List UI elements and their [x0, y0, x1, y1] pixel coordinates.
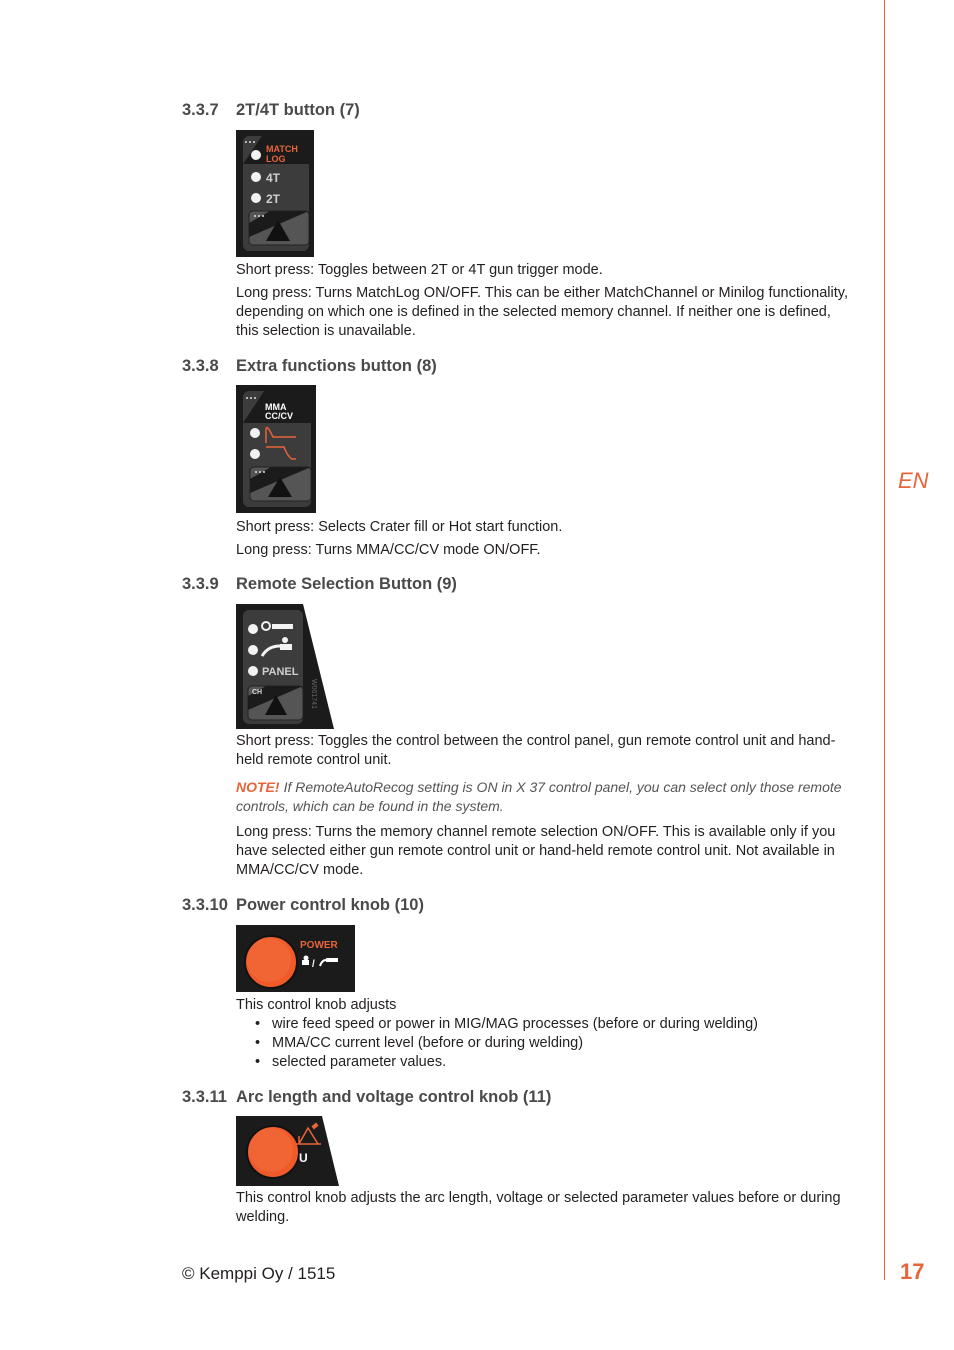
- margin-rule: [884, 0, 885, 1280]
- s11-text: This control knob adjusts the arc length, voltage or selected parameter values before or during welding.: [236, 1190, 841, 1225]
- match-label: MATCH: [266, 144, 298, 154]
- 2t-label: 2T: [266, 192, 281, 206]
- remote-selection-button-image: [236, 604, 334, 729]
- 2t4t-button-image: [236, 130, 314, 257]
- mma-electrode-icon: [304, 956, 309, 961]
- extra-functions-button-image: [236, 385, 316, 513]
- image-code: W001741: [310, 679, 317, 709]
- list-item: • MMA/CC current level (before or during welding): [255, 1034, 758, 1053]
- voltage-label: U: [299, 1151, 308, 1165]
- language-tab: EN: [898, 468, 929, 493]
- s7-short-press: Short press: Toggles between 2T or 4T gun trigger mode.: [236, 262, 603, 278]
- copyright: © Kemppi Oy / 1515: [182, 1264, 336, 1283]
- s8-short-press: Short press: Selects Crater fill or Hot start function.: [236, 519, 563, 535]
- section-heading-arc-knob: 3.3.11 Arc length and voltage control knob (11): [182, 1088, 552, 1106]
- section-heading-remote-selection: 3.3.9 Remote Selection Button (9): [182, 575, 457, 593]
- arc-knob-image: [236, 1116, 339, 1186]
- s10-intro: This control knob adjusts: [236, 997, 397, 1013]
- mig-gun-icon: [326, 958, 338, 962]
- section-heading-power-knob: 3.3.10 Power control knob (10): [182, 896, 424, 914]
- cccv-label: CC/CV: [265, 411, 294, 421]
- log-label: LOG: [266, 154, 286, 164]
- hand-held-remote-icon: [282, 637, 288, 643]
- power-knob-image: [236, 925, 355, 992]
- section-heading-2t4t: 3.3.7 2T/4T button (7): [182, 101, 360, 119]
- section-heading-extra-functions: 3.3.8 Extra functions button (8): [182, 357, 437, 375]
- ch-label: CH: [252, 689, 263, 696]
- mma-label: MMA: [265, 402, 287, 412]
- power-label: POWER: [300, 940, 338, 951]
- panel-label: PANEL: [262, 666, 299, 678]
- s9-long-press: Long press: Turns the memory channel remote selection ON/OFF. This is available only if you have selected either gun remote control unit or hand-held remote control unit. Not available in MMA/CC/CV mode.: [236, 824, 836, 878]
- list-item: • wire feed speed or power in MIG/MAG processes (before or during welding): [255, 1015, 758, 1034]
- s9-note: NOTE! If RemoteAutoRecog setting is ON in X 37 control panel, you can select only those remote controls, which can be found in the system.: [236, 779, 842, 814]
- s9-short-press: Short press: Toggles the control between the control panel, gun remote control unit and hand-held remote control unit.: [236, 733, 836, 768]
- power-divider: /: [312, 959, 315, 970]
- page-number: 17: [900, 1259, 925, 1284]
- list-item: • selected parameter values.: [255, 1053, 758, 1072]
- s10-bullet-list: [255, 1015, 758, 1072]
- 4t-label: 4T: [266, 171, 281, 185]
- s7-long-press: Long press: Turns MatchLog ON/OFF. This can be either MatchChannel or Minilog functionality, depending on which one is defined in the selected memory channel. If neither one is defined, this selection is unavailable.: [236, 285, 848, 339]
- s8-long-press: Long press: Turns MMA/CC/CV mode ON/OFF.: [236, 542, 541, 558]
